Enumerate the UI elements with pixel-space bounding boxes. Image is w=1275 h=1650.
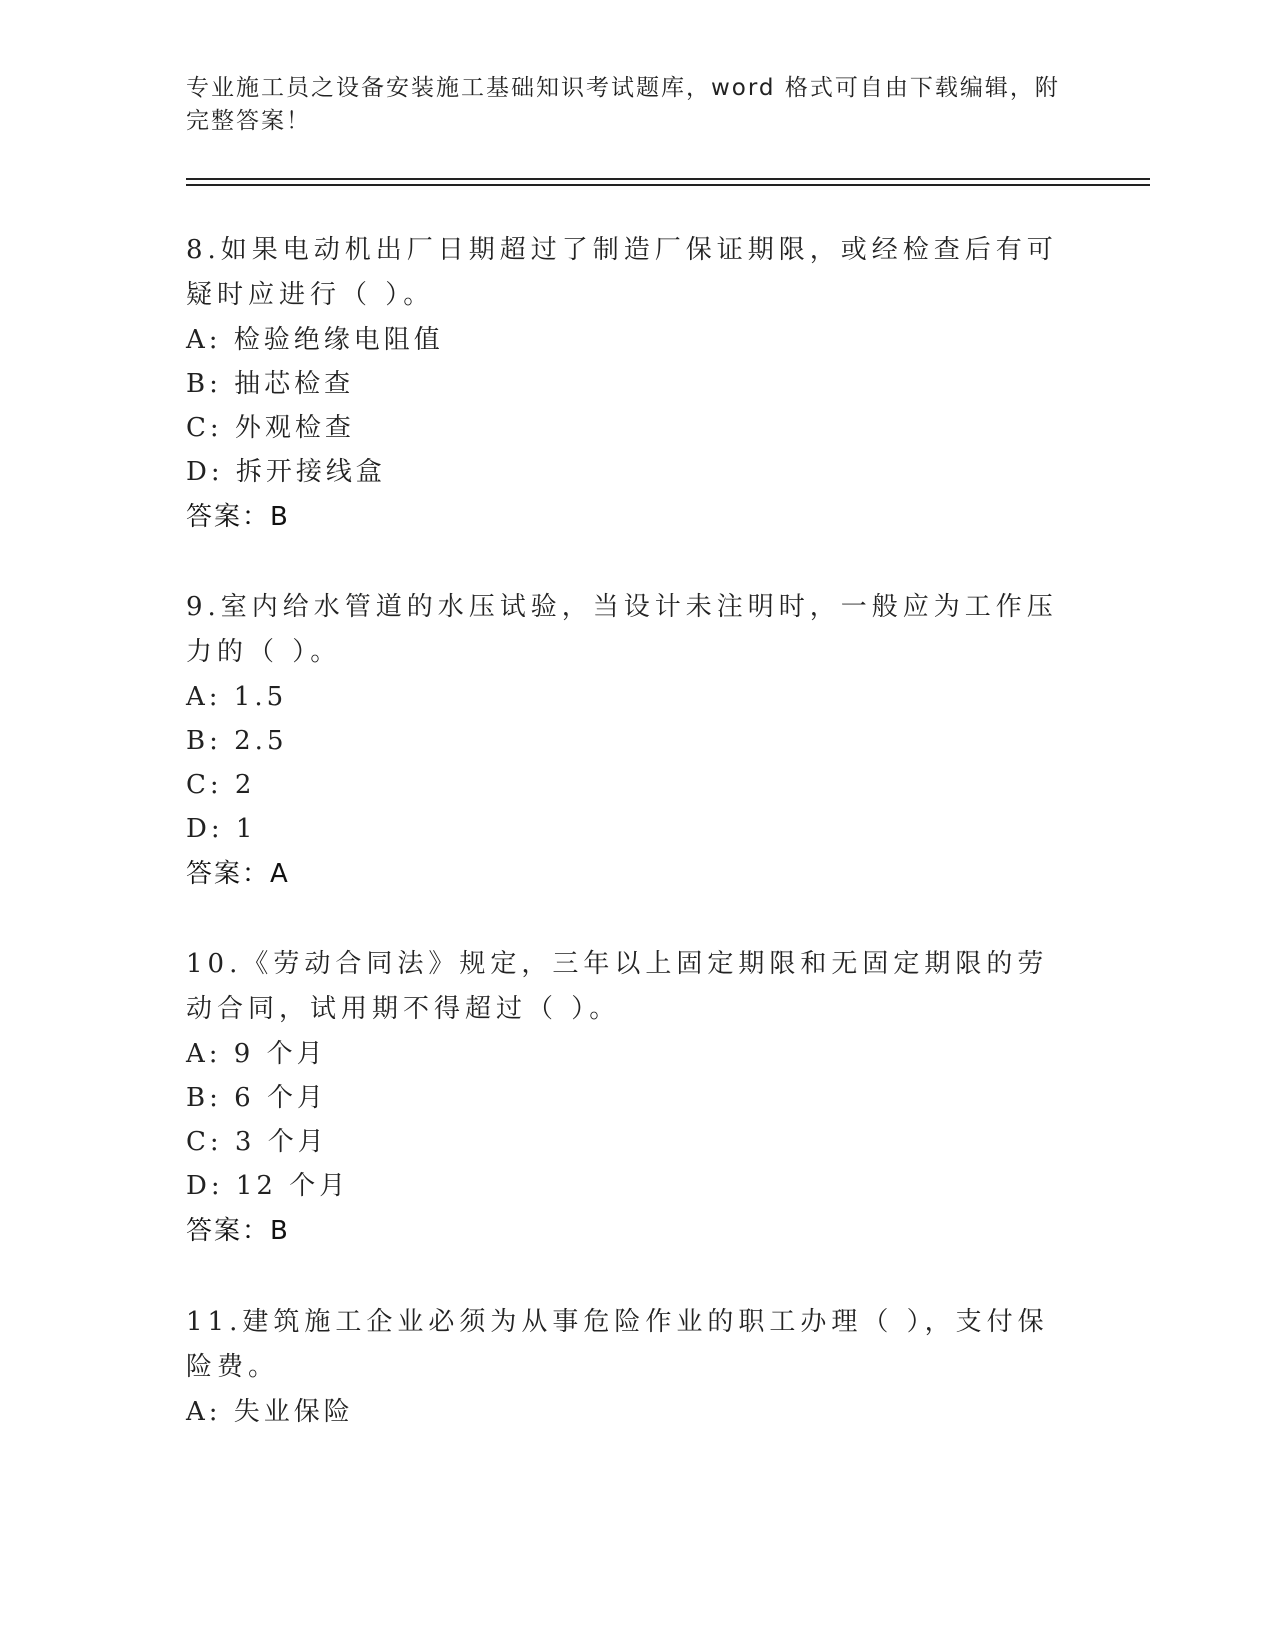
question-10-option-b: B: 6 个月	[186, 1083, 327, 1113]
question-10-option-c: C: 3 个月	[186, 1127, 328, 1157]
question-11-text: 11.建筑施工企业必须为从事危险作业的职工办理（ ），支付保险费。	[186, 1307, 1049, 1382]
question-10-option-d: D: 12 个月	[186, 1171, 350, 1201]
question-9-option-a: A: 1.5	[186, 682, 288, 712]
question-8-text: 8.如果电动机出厂日期超过了制造厂保证期限，或经检查后有可疑时应进行（ ）。	[186, 235, 1058, 310]
question-8-option-c: C: 外观检查	[186, 413, 355, 443]
question-8-option-d: D: 拆开接线盒	[186, 457, 386, 487]
document-header: 专业施工员之设备安装施工基础知识考试题库，word 格式可自由下载编辑，附完整答案！	[186, 75, 1060, 134]
question-10-text: 10.《劳动合同法》规定，三年以上固定期限和无固定期限的劳动合同，试用期不得超过（ ）。	[186, 949, 1049, 1024]
question-8-option-a: A: 检验绝缘电阻值	[186, 325, 444, 355]
question-10-answer: 答案：B	[186, 1216, 290, 1246]
question-9-answer: 答案：A	[186, 859, 290, 889]
question-9-text: 9.室内给水管道的水压试验，当设计未注明时，一般应为工作压力的（ ）。	[186, 592, 1058, 667]
question-8-answer: 答案：B	[186, 502, 290, 532]
header-divider-bottom	[186, 184, 1150, 186]
question-9-option-c: C: 2	[186, 770, 256, 800]
question-8-option-b: B: 抽芯检查	[186, 369, 355, 399]
question-9-option-d: D: 1	[186, 814, 257, 844]
question-11-option-a: A: 失业保险	[186, 1397, 354, 1427]
question-9-option-b: B: 2.5	[186, 726, 288, 756]
header-divider-top	[186, 178, 1150, 180]
question-10-option-a: A: 9 个月	[186, 1039, 327, 1069]
